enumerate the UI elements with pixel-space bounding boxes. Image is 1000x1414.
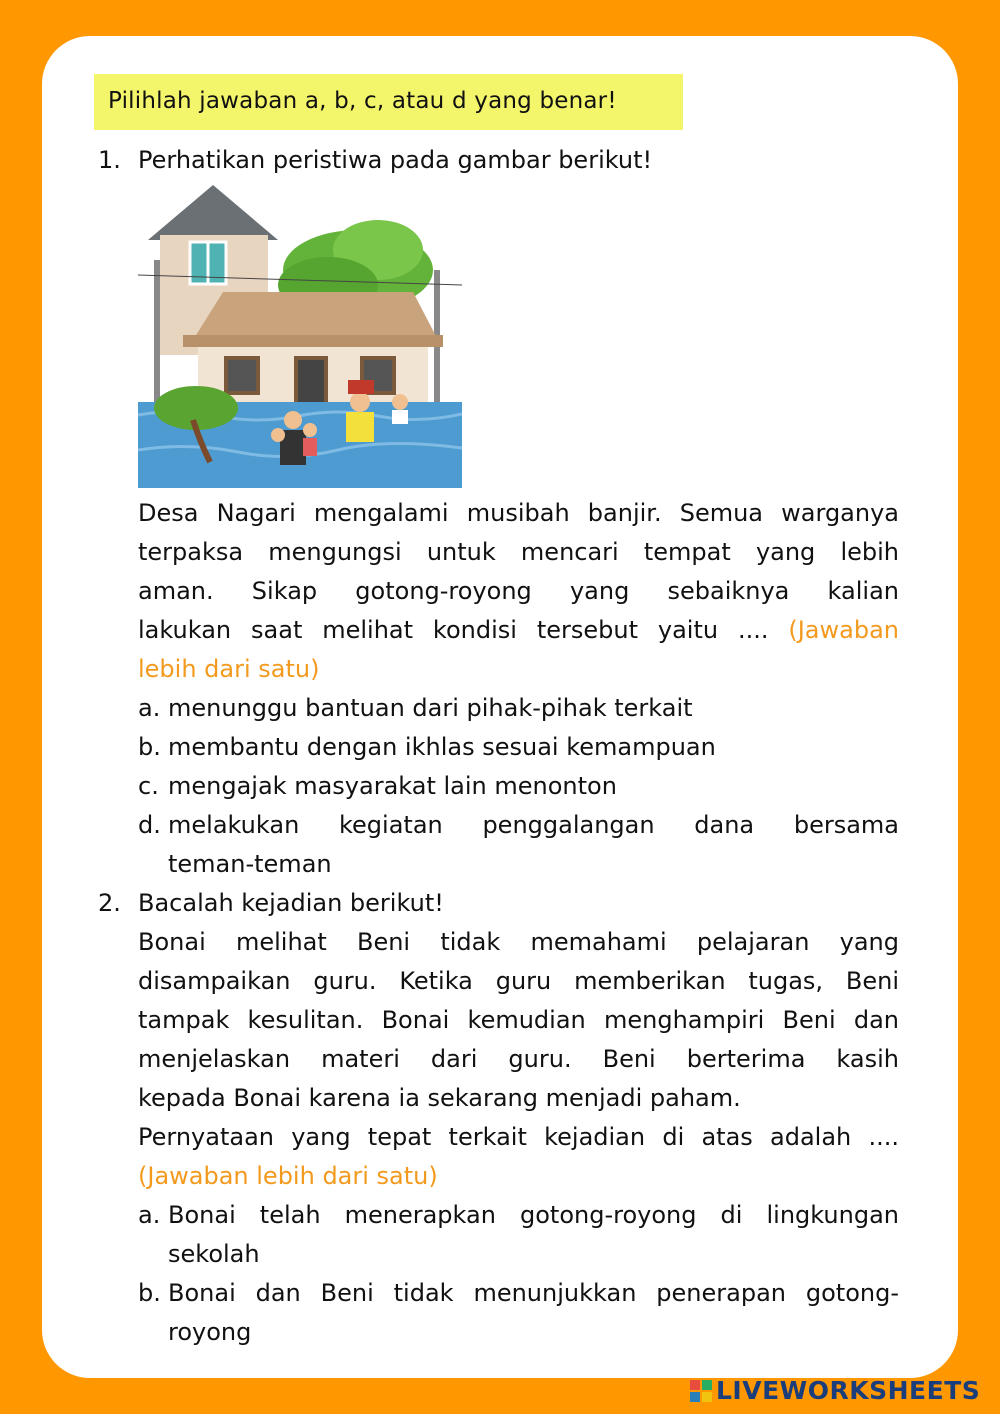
question-number: 1.: [98, 146, 121, 174]
q1-option-a[interactable]: menunggu bantuan dari pihak-pihak terkait: [168, 694, 693, 722]
option-letter: a.: [138, 694, 161, 722]
q1-note-start: (Jawaban: [788, 616, 899, 644]
option-letter: b.: [138, 733, 161, 761]
question-number: 2.: [98, 889, 121, 917]
q2-paragraph-line: tampak kesulitan. Bonai kemudian menghampiri Beni dan: [138, 1006, 899, 1034]
q1-option-b[interactable]: membantu dengan ikhlas sesuai kemampuan: [168, 733, 716, 761]
q1-option-d-cont[interactable]: teman-teman: [168, 850, 332, 878]
q1-option-d[interactable]: melakukan kegiatan penggalangan dana bersama: [168, 811, 899, 839]
liveworksheets-logo: [690, 1376, 990, 1410]
q2-note: (Jawaban lebih dari satu): [138, 1162, 438, 1190]
brand-text: LIVEWORKSHEETS: [716, 1376, 981, 1405]
instruction-banner: [94, 74, 683, 130]
q2-paragraph-line: kepada Bonai karena ia sekarang menjadi paham.: [138, 1084, 741, 1112]
q1-paragraph-text: lakukan saat melihat kondisi tersebut yaitu ....: [138, 616, 769, 644]
q2-option-a-cont[interactable]: sekolah: [168, 1240, 260, 1268]
liveworksheets-mark-icon: [690, 1380, 712, 1402]
instruction-text: Pilihlah jawaban a, b, c, atau d yang benar!: [108, 88, 617, 114]
q1-option-c[interactable]: mengajak masyarakat lain menonton: [168, 772, 617, 800]
option-letter: b.: [138, 1279, 161, 1307]
q2-paragraph-line: Bonai melihat Beni tidak memahami pelajaran yang: [138, 928, 899, 956]
option-letter: c.: [138, 772, 159, 800]
question-prompt: Perhatikan peristiwa pada gambar berikut!: [138, 146, 653, 174]
q1-paragraph-line: terpaksa mengungsi untuk mencari tempat yang lebih: [138, 538, 899, 566]
q1-paragraph-line: aman. Sikap gotong-royong yang sebaiknya kalian: [138, 577, 899, 605]
q2-option-b[interactable]: Bonai dan Beni tidak menunjukkan penerapan gotong-: [168, 1279, 899, 1307]
option-letter: d.: [138, 811, 161, 839]
question-prompt: Bacalah kejadian berikut!: [138, 889, 444, 917]
q1-paragraph-line: Desa Nagari mengalami musibah banjir. Semua warganya: [138, 499, 899, 527]
q2-paragraph-line: disampaikan guru. Ketika guru memberikan tugas, Beni: [138, 967, 899, 995]
q2-question: Pernyataan yang tepat terkait kejadian di atas adalah ....: [138, 1123, 899, 1151]
flood-illustration: [138, 180, 462, 488]
q2-paragraph-line: menjelaskan materi dari guru. Beni berterima kasih: [138, 1045, 899, 1073]
option-letter: a.: [138, 1201, 161, 1229]
q2-option-b-cont[interactable]: royong: [168, 1318, 252, 1346]
q1-note-end: lebih dari satu): [138, 655, 320, 683]
q2-option-a[interactable]: Bonai telah menerapkan gotong-royong di lingkungan: [168, 1201, 899, 1229]
q1-paragraph-line: [138, 616, 899, 644]
